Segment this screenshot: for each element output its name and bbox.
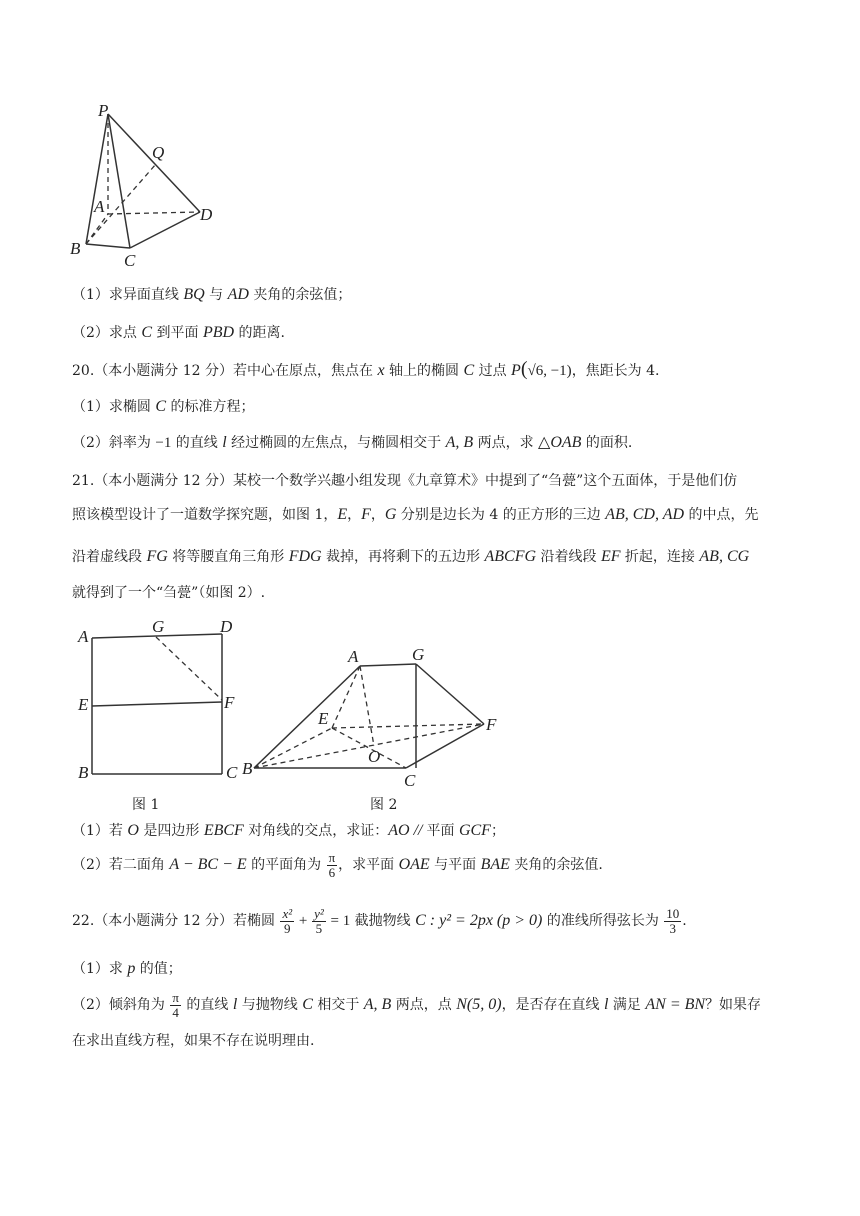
ten-over-three: $\frac{10}{3}$ — [666, 905, 680, 936]
fig1-label-C: C — [226, 763, 238, 782]
q21-part2: （2）若二面角 A − BC − E 的平面角为 $\frac{\pi}{6}$ ，求平面 OAE 与平面 BAE 夹角的余弦值. — [72, 849, 603, 880]
figure-2-caption: 图 2 — [370, 797, 398, 813]
pi-over-6: $\frac{\pi}{6}$ — [328, 849, 336, 880]
fig2-label-E: E — [318, 709, 329, 728]
q21-line2: 照该模型设计了一道数学探究题，如图 1，E，F，G 分别是边长为 4 的正方形的三边 AB, CD, AD 的中点，先 — [72, 506, 759, 523]
label-Q: Q — [152, 143, 165, 162]
q22-part2: （2）倾斜角为 $\frac{\pi}{4}$ 的直线 l 与抛物线 C 相交于 A, B 两点，点 N(5, 0)，是否存在直线 l 满足 AN = BN？如果存 — [72, 989, 762, 1020]
label-P: P — [98, 101, 109, 120]
q20-part2: （2）斜率为 −1 的直线 l 经过椭圆的左焦点，与椭圆相交于 A, B 两点，求 △OAB 的面积. — [72, 434, 633, 451]
figure-1 — [72, 620, 252, 786]
fig1-label-B: B — [78, 763, 89, 782]
q21-line4: 就得到了一个“刍甍”（如图 2）. — [72, 585, 266, 601]
fig1-label-G: G — [152, 620, 165, 636]
fig1-label-A: A — [78, 627, 89, 646]
pyramid-figure — [68, 96, 228, 272]
figure-2 — [240, 640, 510, 790]
fig2-label-A: A — [348, 647, 359, 666]
q20-stem: 20.（本小题满分 12 分）若中心在原点，焦点在 x 轴上的椭圆 C 过点 P(√6, −1)，焦距长为 4. — [72, 358, 660, 380]
fig2-label-F: F — [486, 715, 497, 734]
fig1-label-E: E — [78, 695, 89, 714]
pi-over-4: $\frac{\pi}{4}$ — [172, 989, 179, 1020]
x2-over-9: $\frac{\text{x²}}{9}$ — [282, 905, 293, 936]
q21-line3: 沿着虚线段 FG 将等腰直角三角形 FDG 裁掉，再将剩下的五边形 ABCFG 沿着线段 EF 折起，连接 AB, CG — [72, 548, 750, 565]
q22-part2-cont: 在求出直线方程，如果不存在说明理由. — [72, 1033, 315, 1049]
figure-1-caption: 图 1 — [132, 797, 160, 813]
q22-stem: 22.（本小题满分 12 分）若椭圆 $\frac{\text{x²}}{9}$ + $\frac{\text{y²}}{5}$ = 1 截抛物线 C : y² = 2px (p > 0) 的准线所得弦长为 $\frac{10}{3}$ . — [72, 905, 687, 936]
fig2-label-G: G — [412, 645, 425, 664]
fig2-label-B: B — [242, 759, 253, 778]
fig2-label-C: C — [404, 771, 416, 790]
q19-part1: （1）求异面直线 BQ 与 AD 夹角的余弦值； — [72, 286, 352, 303]
label-D: D — [200, 205, 213, 224]
q20-part1: （1）求椭圆 C 的标准方程； — [72, 398, 255, 415]
q19-part2: （2）求点 C 到平面 PBD 的距离. — [72, 324, 285, 341]
fig2-label-O: O — [368, 747, 381, 766]
label-C: C — [124, 251, 136, 270]
y2-over-5: $\frac{\text{y²}}{5}$ — [314, 905, 324, 936]
q22-part1: （1）求 p 的值； — [72, 960, 182, 977]
fig1-label-F: F — [224, 693, 235, 712]
label-A: A — [94, 197, 105, 216]
label-B: B — [70, 239, 81, 258]
q21-line1: 21.（本小题满分 12 分）某校一个数学兴趣小组发现《九章算术》中提到了“刍甍”这个五面体，于是他们仿 — [72, 473, 738, 489]
fig1-label-D: D — [220, 620, 233, 636]
q21-part1: （1）若 O 是四边形 EBCF 对角线的交点，求证：AO // 平面 GCF； — [72, 822, 505, 839]
